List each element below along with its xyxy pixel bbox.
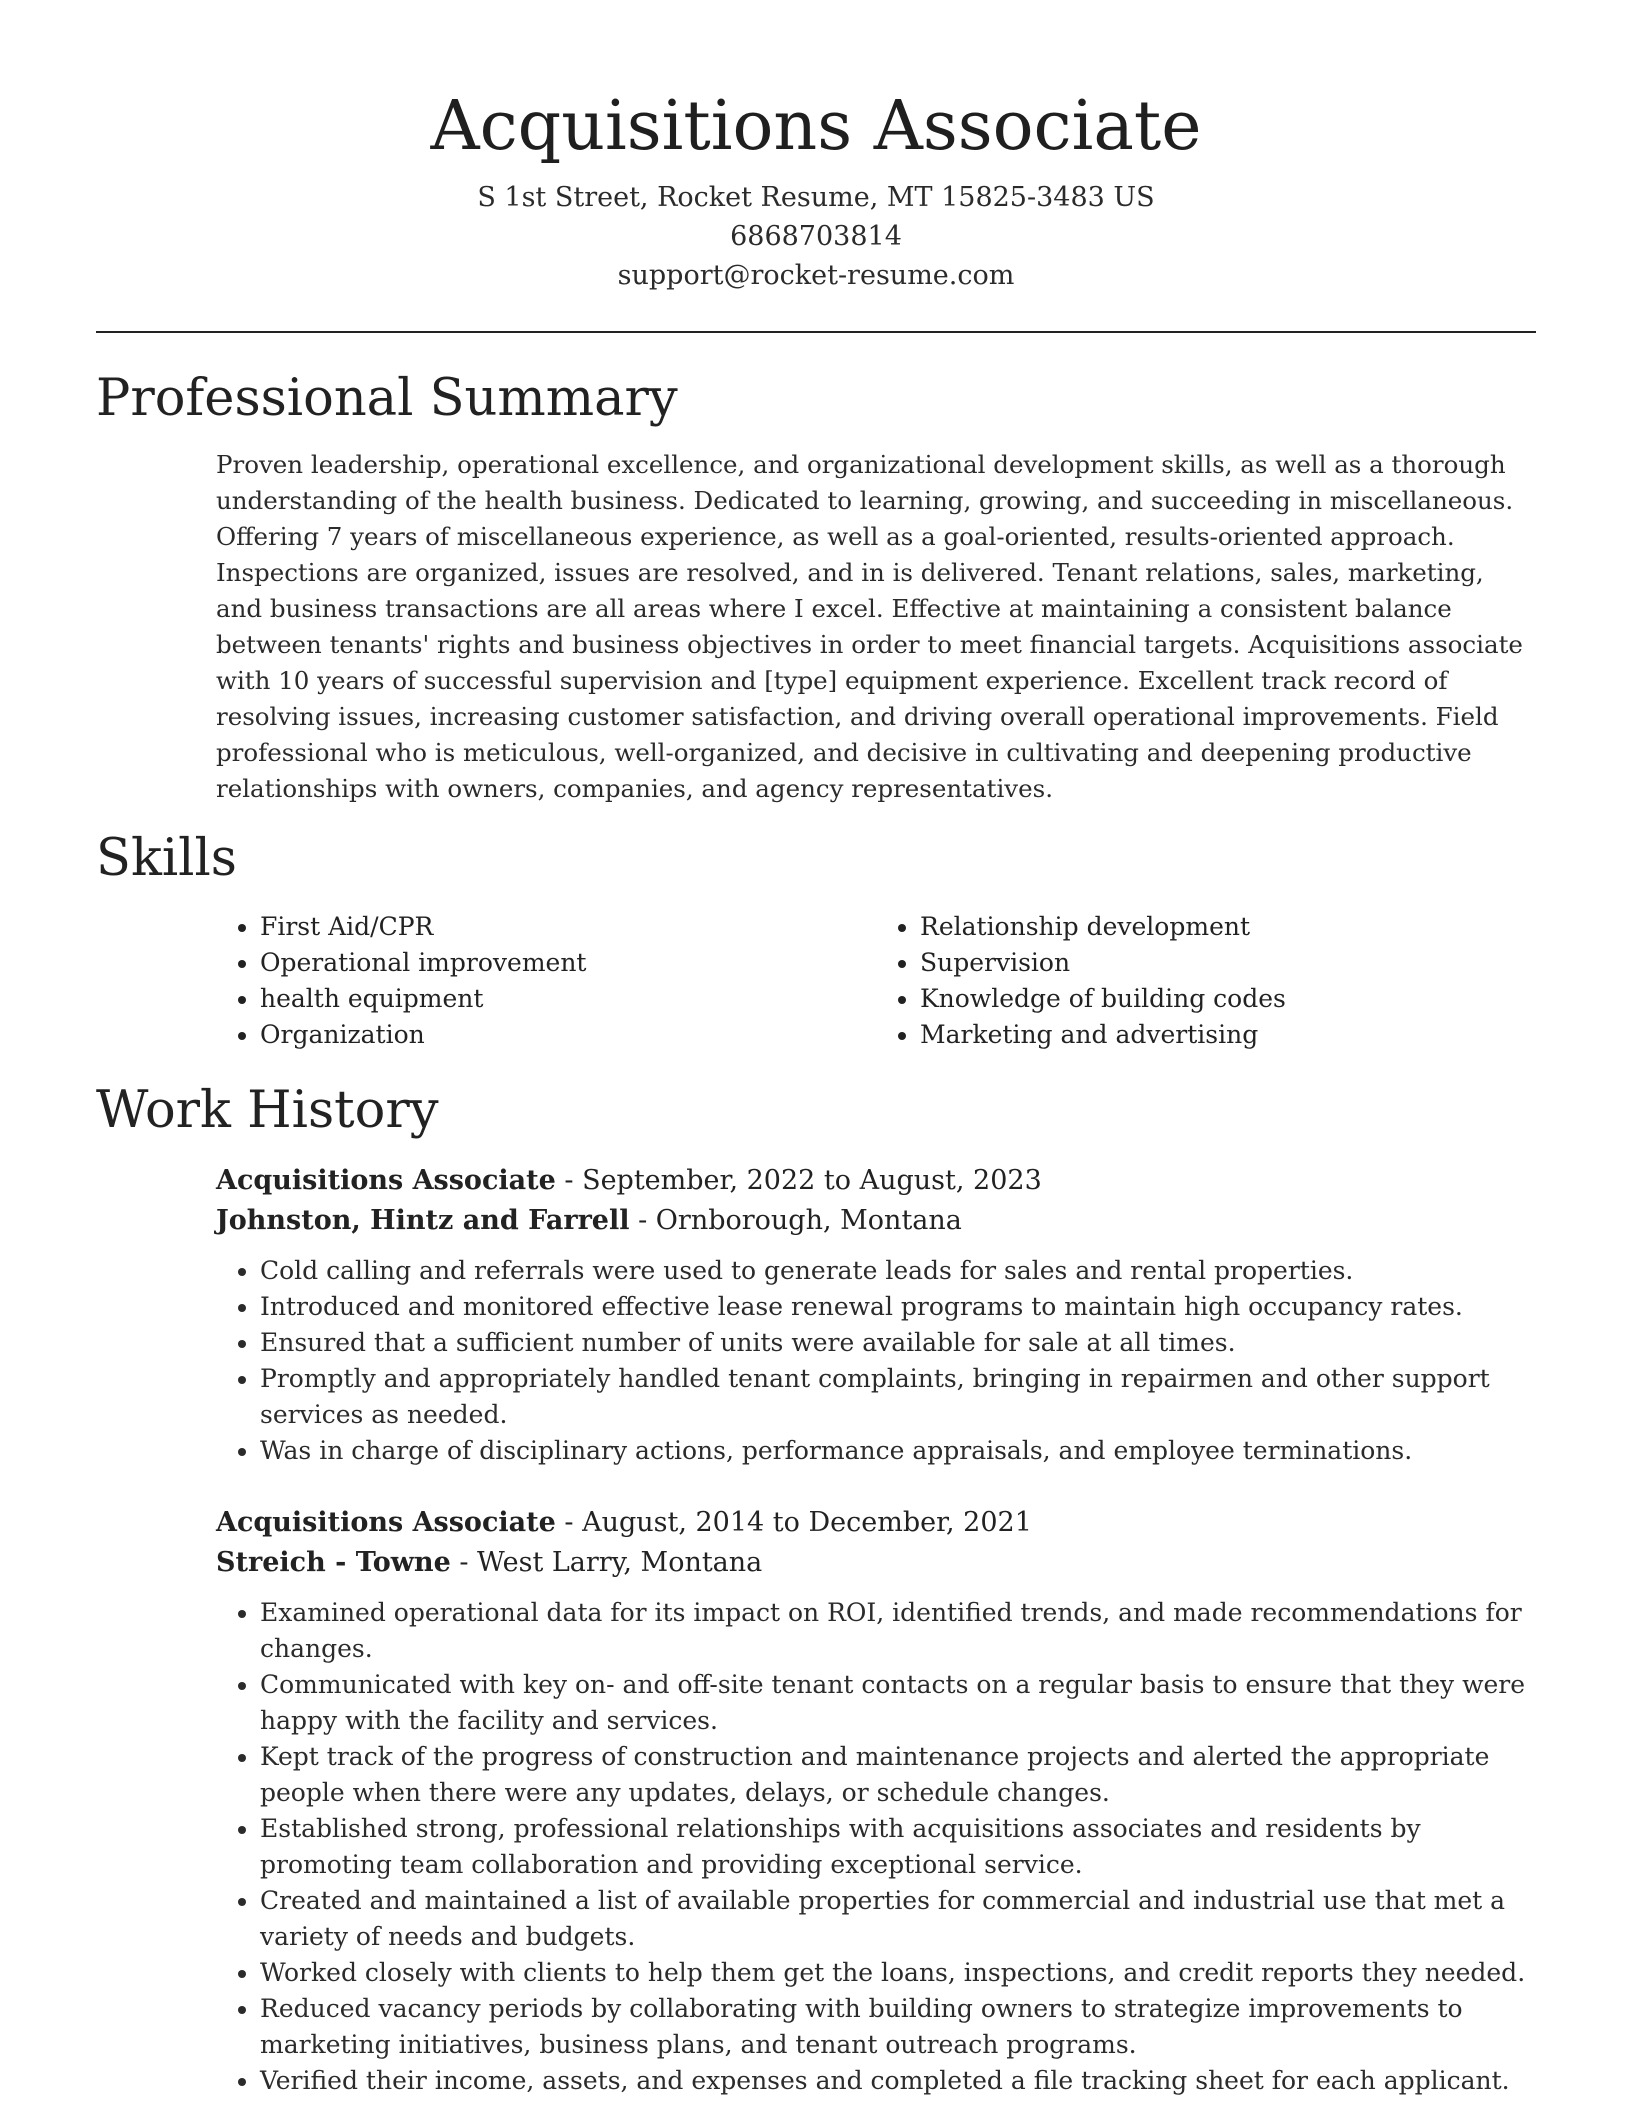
skill-item: • Organization [260, 1017, 876, 1053]
job-bullet: • Ensured that a sufficient number of units were available for sale at all times. [260, 1325, 1536, 1361]
skill-item: • Relationship development [920, 909, 1536, 945]
job-bullet: • Introduced and monitored effective lease renewal programs to maintain high occupancy rates. [260, 1289, 1536, 1325]
job-bullet: • Cold calling and referrals were used to generate leads for sales and rental properties. [260, 1253, 1536, 1289]
skill-item: • health equipment [260, 981, 876, 1017]
job-title-line [216, 1503, 1536, 1543]
skills-heading: Skills [96, 829, 237, 888]
job-bullets [216, 1253, 1536, 1469]
job-entry [216, 1503, 1536, 2099]
job-company-line [216, 1201, 1536, 1241]
job-company-line [216, 1543, 1536, 1583]
job-bullet: • Promptly and appropriately handled tenant complaints, bringing in repairmen and other support services as needed. [260, 1361, 1536, 1433]
contact-phone: 6868703814 [730, 221, 902, 252]
job-bullet: • Examined operational data for its impact on ROI, identified trends, and made recommendations for changes. [260, 1595, 1536, 1667]
skills-column-left [216, 909, 876, 1053]
contact-block [96, 178, 1536, 295]
job-bullet: • Was in charge of disciplinary actions, performance appraisals, and employee terminations. [260, 1433, 1536, 1469]
skills-column-right [876, 909, 1536, 1053]
job-role: Acquisitions Associate [216, 1507, 556, 1538]
job-bullet: • Worked closely with clients to help them get the loans, inspections, and credit reports they needed. [260, 1955, 1536, 1991]
job-entry [216, 1161, 1536, 1469]
skill-item: • Supervision [920, 945, 1536, 981]
resume-name: Acquisitions Associate [430, 87, 1202, 166]
skills-list [216, 909, 1536, 1053]
skill-item: • Operational improvement [260, 945, 876, 981]
job-location: - West Larry, Montana [450, 1547, 763, 1578]
header-divider [96, 331, 1536, 333]
skill-item: • Knowledge of building codes [920, 981, 1536, 1017]
summary-text: Proven leadership, operational excellence, and organizational development skills, as well as a thorough understanding of the health business. Dedicated to learning, growing, and succeeding in miscellaneous. Offering 7 years of miscellaneous experience, as well as a goal-oriented, results-oriented approach. Inspections are organized, issues are resolved, and in is delivered. Tenant relations, sales, marketing, and business transactions are all areas where I excel. Effective at maintaining a consistent balance between tenants' rights and business objectives in order to meet financial targets. Acquisitions associate with 10 years of successful supervision and [type] equipment experience. Excellent track record of resolving issues, increasing customer satisfaction, and driving overall operational improvements. Field professional who is meticulous, well-organized, and decisive in cultivating and deepening productive relationships with owners, companies, and agency representatives. [216, 450, 1523, 803]
job-dates: - September, 2022 to August, 2023 [555, 1165, 1042, 1196]
job-bullet: • Established strong, professional relationships with acquisitions associates and residents by promoting team collaboration and providing exceptional service. [260, 1811, 1536, 1883]
contact-address: S 1st Street, Rocket Resume, MT 15825-3483 US [477, 182, 1155, 213]
skill-item: • First Aid/CPR [260, 909, 876, 945]
job-bullet: • Verified their income, assets, and expenses and completed a file tracking sheet for each applicant. [260, 2063, 1536, 2099]
job-bullets [216, 1595, 1536, 2099]
contact-email: support@rocket-resume.com [617, 260, 1015, 291]
job-bullet: • Reduced vacancy periods by collaborating with building owners to strategize improvements to marketing initiatives, business plans, and tenant outreach programs. [260, 1991, 1536, 2063]
job-bullet: • Kept track of the progress of construction and maintenance projects and alerted the appropriate people when there were any updates, delays, or schedule changes. [260, 1739, 1536, 1811]
job-location: - Ornborough, Montana [629, 1205, 962, 1236]
job-dates: - August, 2014 to December, 2021 [555, 1507, 1032, 1538]
job-company: Johnston, Hintz and Farrell [216, 1205, 630, 1236]
job-role: Acquisitions Associate [216, 1165, 556, 1196]
job-company: Streich - Towne [216, 1547, 451, 1578]
job-bullet: • Communicated with key on- and off-site tenant contacts on a regular basis to ensure that they were happy with the facility and services. [260, 1667, 1536, 1739]
job-title-line [216, 1161, 1536, 1201]
job-bullet: • Created and maintained a list of available properties for commercial and industrial use that met a variety of needs and budgets. [260, 1883, 1536, 1955]
skill-item: • Marketing and advertising [920, 1017, 1536, 1053]
work-history-heading: Work History [96, 1081, 439, 1140]
summary-heading: Professional Summary [96, 369, 678, 428]
